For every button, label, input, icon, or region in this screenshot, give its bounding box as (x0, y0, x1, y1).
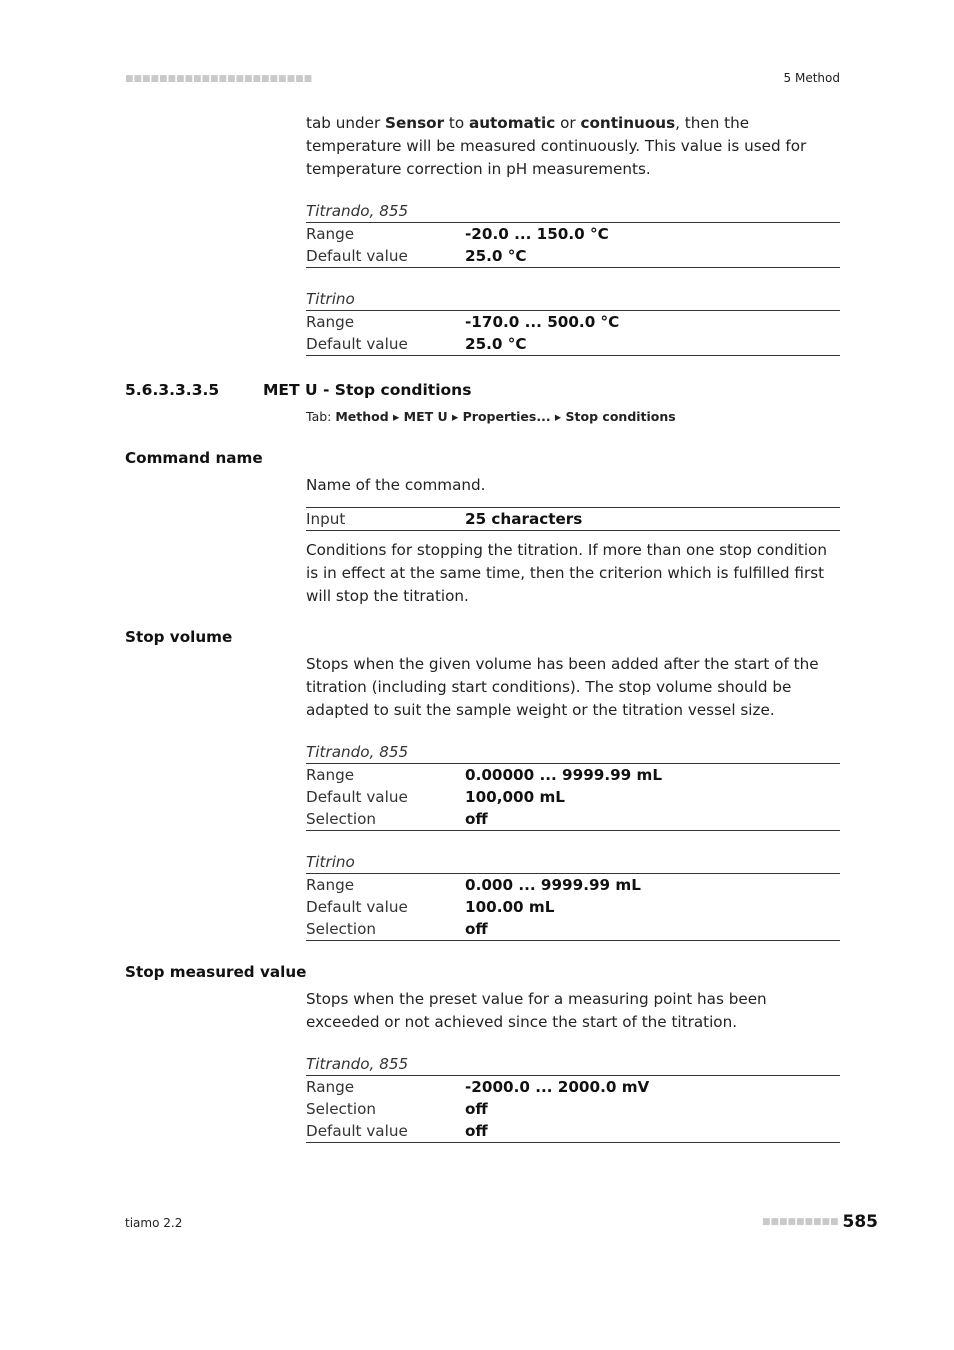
table-caption: Titrando, 855 (306, 743, 409, 761)
spec-table (306, 1075, 840, 1143)
row-value: 25.0 °C (465, 335, 527, 353)
table-row (306, 508, 840, 530)
table-row (306, 896, 840, 918)
tab-prefix: Tab: (306, 409, 336, 424)
row-key: Default value (306, 898, 408, 916)
table-caption: Titrino (306, 853, 355, 871)
section-heading (125, 381, 471, 399)
table-row (306, 223, 840, 245)
footer-product: tiamo 2.2 (125, 1216, 183, 1230)
table-row (306, 311, 840, 333)
spec-table (306, 507, 840, 531)
stop-volume-table-titrando (306, 741, 840, 831)
row-value: 100.00 mL (465, 898, 555, 916)
table-row (306, 764, 840, 786)
row-value: -170.0 ... 500.0 °C (465, 313, 620, 331)
temp-table-titrino (306, 288, 840, 356)
table-row (306, 245, 840, 267)
table-row (306, 874, 840, 896)
tab-path-value: Method ▸ MET U ▸ Properties... ▸ Stop conditions (335, 409, 676, 424)
intro-text-1: tab under (306, 114, 386, 132)
row-key: Default value (306, 788, 408, 806)
row-key: Range (306, 225, 355, 243)
chapter-title: 5 Method (783, 71, 840, 85)
section-title: MET U - Stop conditions (263, 381, 472, 399)
row-value: off (465, 1122, 488, 1140)
row-value: 25.0 °C (465, 247, 527, 265)
row-value: -20.0 ... 150.0 °C (465, 225, 609, 243)
spec-table (306, 222, 840, 268)
row-key: Default value (306, 1122, 408, 1140)
stop-conditions-paragraph: Conditions for stopping the titration. If more than one stop condition is in effect at the same time, then the criterion which is fulfilled first will stop the titration. (306, 541, 827, 605)
row-key: Default value (306, 247, 408, 265)
row-key: Input (306, 510, 346, 528)
intro-text-4: , then the temperature will be measured continuously. This value is used for temperature correction in pH measurements. (306, 114, 807, 178)
intro-bold-continuous: continuous (580, 114, 676, 132)
command-name-block (306, 474, 840, 497)
row-key: Selection (306, 920, 376, 938)
table-row (306, 1098, 840, 1120)
table-caption: Titrando, 855 (306, 1055, 409, 1073)
page-number: 585 (842, 1212, 878, 1232)
intro-bold-sensor: Sensor (385, 114, 445, 132)
intro-block (306, 112, 840, 180)
row-key: Default value (306, 335, 408, 353)
stop-volume-desc: Stops when the given volume has been added after the start of the titration (including start conditions). The stop volume should be adapted to suit the sample weight or the titration vessel size. (306, 655, 819, 719)
row-key: Selection (306, 1100, 376, 1118)
row-key: Range (306, 766, 355, 784)
section-number: 5.6.3.3.3.5 (125, 381, 220, 399)
table-caption: Titrando, 855 (306, 202, 409, 220)
row-value: 0.00000 ... 9999.99 mL (465, 766, 663, 784)
stop-volume-table-titrino (306, 851, 840, 941)
stop-measured-value-title: Stop measured value (125, 963, 307, 981)
row-value: 25 characters (465, 510, 583, 528)
table-row (306, 786, 840, 808)
row-value: off (465, 810, 488, 828)
command-name-title: Command name (125, 449, 263, 467)
row-key: Range (306, 1078, 355, 1096)
table-row (306, 1076, 840, 1098)
spec-table (306, 310, 840, 356)
row-value: 0.000 ... 9999.99 mL (465, 876, 641, 894)
footer-decoration: ■■■■■■■■■ (761, 1217, 839, 1227)
row-key: Range (306, 876, 355, 894)
row-value: 100,000 mL (465, 788, 565, 806)
table-row (306, 333, 840, 355)
table-row (306, 1120, 840, 1142)
stop-volume-title: Stop volume (125, 628, 233, 646)
temp-table-titrando (306, 200, 840, 268)
stop-measured-table-titrando (306, 1053, 840, 1143)
stop-measured-block (306, 988, 840, 1034)
table-caption: Titrino (306, 290, 355, 308)
row-key: Selection (306, 810, 376, 828)
intro-bold-automatic: automatic (468, 114, 556, 132)
table-row (306, 808, 840, 830)
stop-measured-desc: Stops when the preset value for a measuring point has been exceeded or not achieved since the start of the titration. (306, 990, 767, 1031)
row-key: Range (306, 313, 355, 331)
row-value: -2000.0 ... 2000.0 mV (465, 1078, 650, 1096)
intro-paragraph (306, 112, 840, 180)
intro-text-3: or (555, 114, 581, 132)
spec-table (306, 763, 840, 831)
stop-volume-block (306, 653, 840, 721)
command-name-desc: Name of the command. (306, 476, 486, 494)
header-decoration: ■■■■■■■■■■■■■■■■■■■■■■ (125, 74, 313, 84)
command-name-table (306, 507, 840, 531)
spec-table (306, 873, 840, 941)
row-value: off (465, 1100, 488, 1118)
footer-page (762, 1212, 878, 1232)
intro-text-2: to (444, 114, 469, 132)
row-value: off (465, 920, 488, 938)
stop-conditions-intro (306, 539, 840, 607)
table-row (306, 918, 840, 940)
tab-path (306, 409, 676, 424)
